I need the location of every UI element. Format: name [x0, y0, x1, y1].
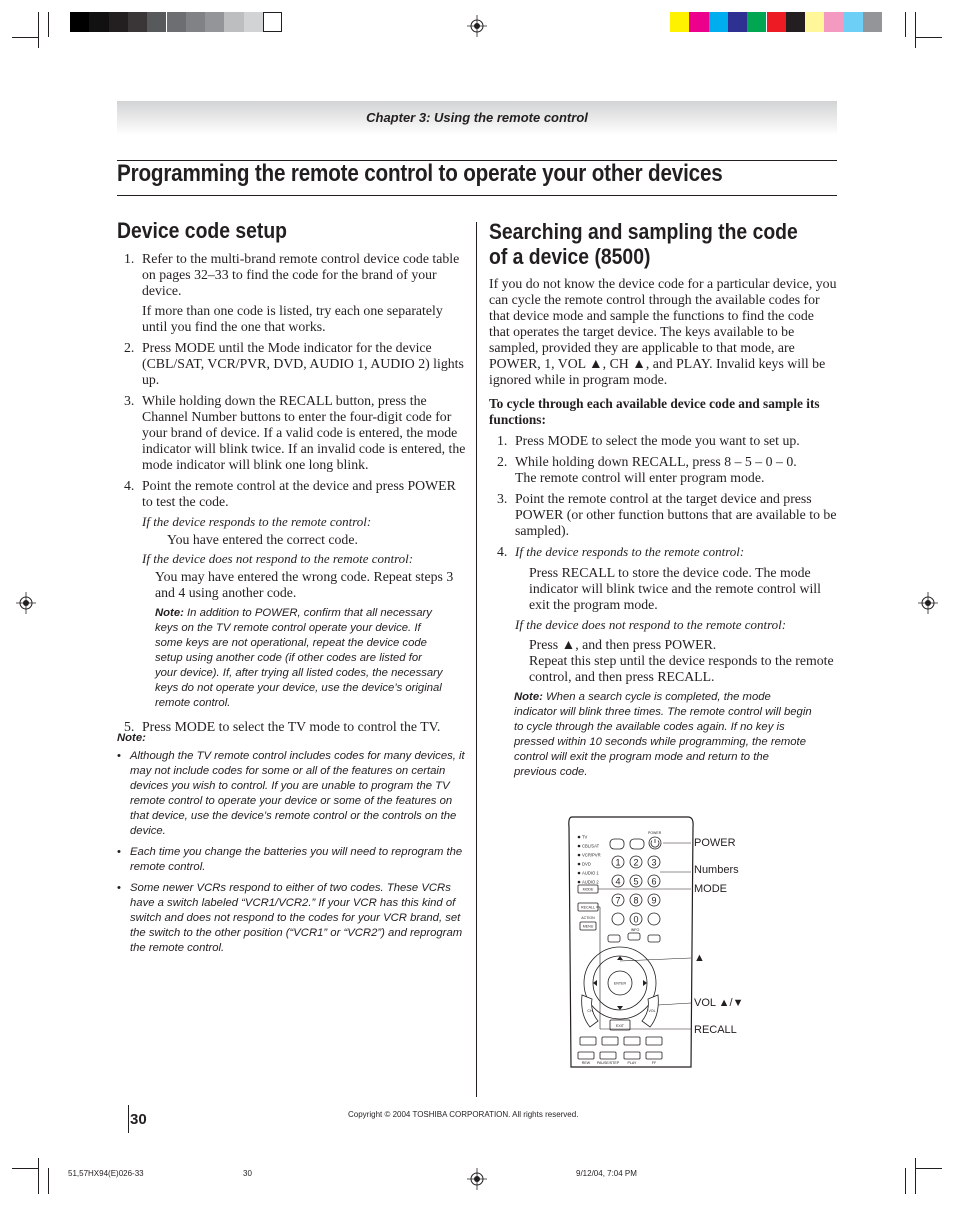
list-item: 4. Point the remote control at the device and press POWER to test the code. If the device responds to the remote control: You have entered the correct code. If the device does not respond to the remote control: You may have entered the wrong code. Repeat steps 3 and 4 using another code. Note: In addition to POWER, confirm that all necessary keys on the TV remote control operate your device. If some keys are not operational, repeat the device code setup using another code (if other codes are listed for your device). If, after trying all listed codes, the necessary keys do not operate your device, use the device’s original remote control. — [124, 478, 456, 709]
registration-target-icon — [918, 592, 938, 614]
color-swatch — [767, 12, 786, 32]
mode-label: AUDIO 2 — [582, 879, 599, 885]
callout-mode: MODE — [694, 883, 727, 895]
color-swatch — [128, 12, 147, 32]
list-item: • Although the TV remote control includes codes for many devices, it may not include codes for some or all of the features on certain devices you wish to control. If you are unable to program the TV remote control to operate your device or some of the features on that device, use the device’s remote control or the controls on the device. — [117, 749, 465, 839]
device-code-steps — [124, 251, 466, 735]
file-name: 51,57HX94(E)026-33 — [68, 1169, 144, 1178]
device-code-setup-heading: Device code setup — [117, 218, 288, 243]
list-item: 1. Press MODE to select the mode you want to set up. — [497, 433, 800, 448]
key-0: 0 — [633, 914, 639, 925]
callout-volume: VOL ▲/▼ — [694, 997, 744, 1009]
key-7: 7 — [615, 895, 621, 906]
list-item: • Some newer VCRs respond to either of two codes. These VCRs have a switch labeled “VCR1/VCR2.” If your VCR has this kind of switch and does not respond to the codes for your VCR brand, set the switch to the other position (“VCR1” or “VCR2”) and reprogram the remote control. — [117, 881, 465, 956]
page-number: 30 — [130, 1111, 147, 1128]
mode-key-label: MODE — [582, 887, 594, 892]
recall-key-label: RECALL — [581, 905, 595, 910]
list-item: 3. While holding down the RECALL button, press the Channel Number buttons to enter the four-digit code for your brand of device. If a valid code is entered, the mode indicator will blink twice. If an invalid code is entered, the mode indicator will blink one long blink. — [124, 393, 466, 472]
list-item: 4. If the device responds to the remote control: Press RECALL to store the device code. The mode indicator will blink twice and the remote control will exit the program mode. If the device does not respond to the remote control: Press ▲, and then press POWER. Repeat this step until the device responds to the remote control, and then press RECALL. — [497, 544, 834, 684]
search-sample-heading: Searching and sampling the code of a device (8500) — [489, 219, 798, 269]
list-item: 2. While holding down RECALL, press 8 – 5 – 0 – 0. The remote control will enter program mode. — [497, 454, 797, 485]
info-label: INFO — [630, 928, 640, 932]
color-swatch — [805, 12, 824, 32]
list-item: • Each time you change the batteries you will need to reprogram the remote control. — [117, 845, 465, 875]
registration-target-icon — [16, 592, 36, 614]
mode-label: DVD — [582, 861, 591, 867]
callout-recall: RECALL — [694, 1024, 737, 1036]
color-swatch — [167, 12, 186, 32]
note-heading: Note: — [117, 732, 146, 744]
menu-key-label: MENU — [582, 924, 594, 929]
registration-target-icon — [467, 15, 487, 37]
key-1: 1 — [615, 857, 621, 868]
key-3: 3 — [651, 857, 657, 868]
callout-up-arrow: ▲ — [694, 952, 705, 964]
mode-label: TV — [582, 834, 588, 840]
ff-label: FF — [651, 1061, 657, 1065]
search-note: Note: When a search cycle is completed, the mode indicator will blink three times. The remote control will begin to cycle through the available codes again. If no key is pressed within 10 seconds while programming, the remote control will exit the program mode and return to the previous code. — [514, 691, 812, 778]
color-swatch — [186, 12, 205, 32]
color-swatch — [263, 12, 282, 32]
inner-note: Note: In addition to POWER, confirm that all necessary keys on the TV remote control operate your device. If some keys are not operational, repeat the device code setup using another code (if other codes are listed for your device). If, after trying all listed codes, the necessary keys do not operate your device, use the device’s original remote control. — [155, 607, 443, 709]
color-swatch — [205, 12, 224, 32]
play-label: PLAY — [627, 1061, 637, 1065]
file-page: 30 — [243, 1169, 252, 1178]
copyright: Copyright © 2004 TOSHIBA CORPORATION. All rights reserved. — [348, 1110, 579, 1119]
mode-label: CBL/SAT — [582, 843, 600, 849]
key-4: 4 — [615, 876, 621, 887]
cycle-steps — [497, 433, 838, 685]
enter-key-label: ENTER — [613, 981, 627, 986]
key-9: 9 — [651, 895, 657, 906]
action-label: ACTION — [581, 916, 595, 920]
power-key-label: POWER — [648, 831, 662, 835]
pause-label: PAUSE/STEP — [596, 1061, 620, 1065]
color-swatch — [70, 12, 89, 32]
key-8: 8 — [633, 895, 639, 906]
print-date: 9/12/04, 7:04 PM — [576, 1169, 637, 1178]
list-item: 1. Refer to the multi-brand remote control device code table on pages 32–33 to find the code for the brand of your device. If more than one code is listed, try each one separately until you find the one that works. — [124, 251, 460, 334]
color-swatch — [824, 12, 843, 32]
ch-label: CH — [587, 1009, 593, 1013]
color-swatch — [89, 12, 108, 32]
title-rule-bottom — [117, 195, 837, 196]
key-5: 5 — [633, 876, 639, 887]
color-swatch — [244, 12, 263, 32]
list-item: 5. Press MODE to select the TV mode to control the TV. — [124, 719, 441, 734]
registration-target-icon — [467, 1168, 487, 1190]
page-number-rule — [128, 1105, 129, 1133]
note-list — [117, 749, 465, 962]
column-divider — [476, 222, 477, 1097]
callout-numbers: Numbers — [694, 864, 739, 876]
mode-label: AUDIO 1 — [582, 870, 599, 876]
color-swatch — [728, 12, 747, 32]
color-swatch — [844, 12, 863, 32]
page-title: Programming the remote control to operate your other devices — [117, 160, 723, 187]
cycle-subhead: To cycle through each available device code and sample its functions: — [489, 396, 820, 427]
key-6: 6 — [651, 876, 657, 887]
color-swatch — [224, 12, 243, 32]
color-swatch — [786, 12, 805, 32]
color-swatch — [709, 12, 728, 32]
search-intro: If you do not know the device code for a particular device, you can cycle the remote control through the available codes for that device mode and sample the functions to find the code that operates the target device. The keys available to be sampled, provided they are applicable to that mode, are POWER, 1, VOL ▲, CH ▲, and PLAY. Invalid keys will be ignored while in program mode. — [489, 276, 837, 387]
color-swatch — [747, 12, 766, 32]
color-swatch — [689, 12, 708, 32]
chapter-header: Chapter 3: Using the remote control — [366, 110, 588, 125]
rew-label: REW — [581, 1061, 591, 1065]
list-item: 3. Point the remote control at the target device and press POWER (or other function buttons that are available to be sampled). — [497, 491, 837, 538]
color-swatch — [863, 12, 882, 32]
color-swatch — [109, 12, 128, 32]
mode-label: VCR/PVR — [582, 852, 601, 858]
color-swatch — [670, 12, 689, 32]
callout-power: POWER — [694, 837, 736, 849]
key-2: 2 — [633, 857, 639, 868]
list-item: 2. Press MODE until the Mode indicator for the device (CBL/SAT, VCR/PVR, DVD, AUDIO 1, AUDIO 2) lights up. — [124, 340, 464, 387]
vol-label: VOL — [648, 1009, 656, 1013]
color-swatch — [147, 12, 166, 32]
exit-key-label: EXIT — [616, 1024, 624, 1028]
